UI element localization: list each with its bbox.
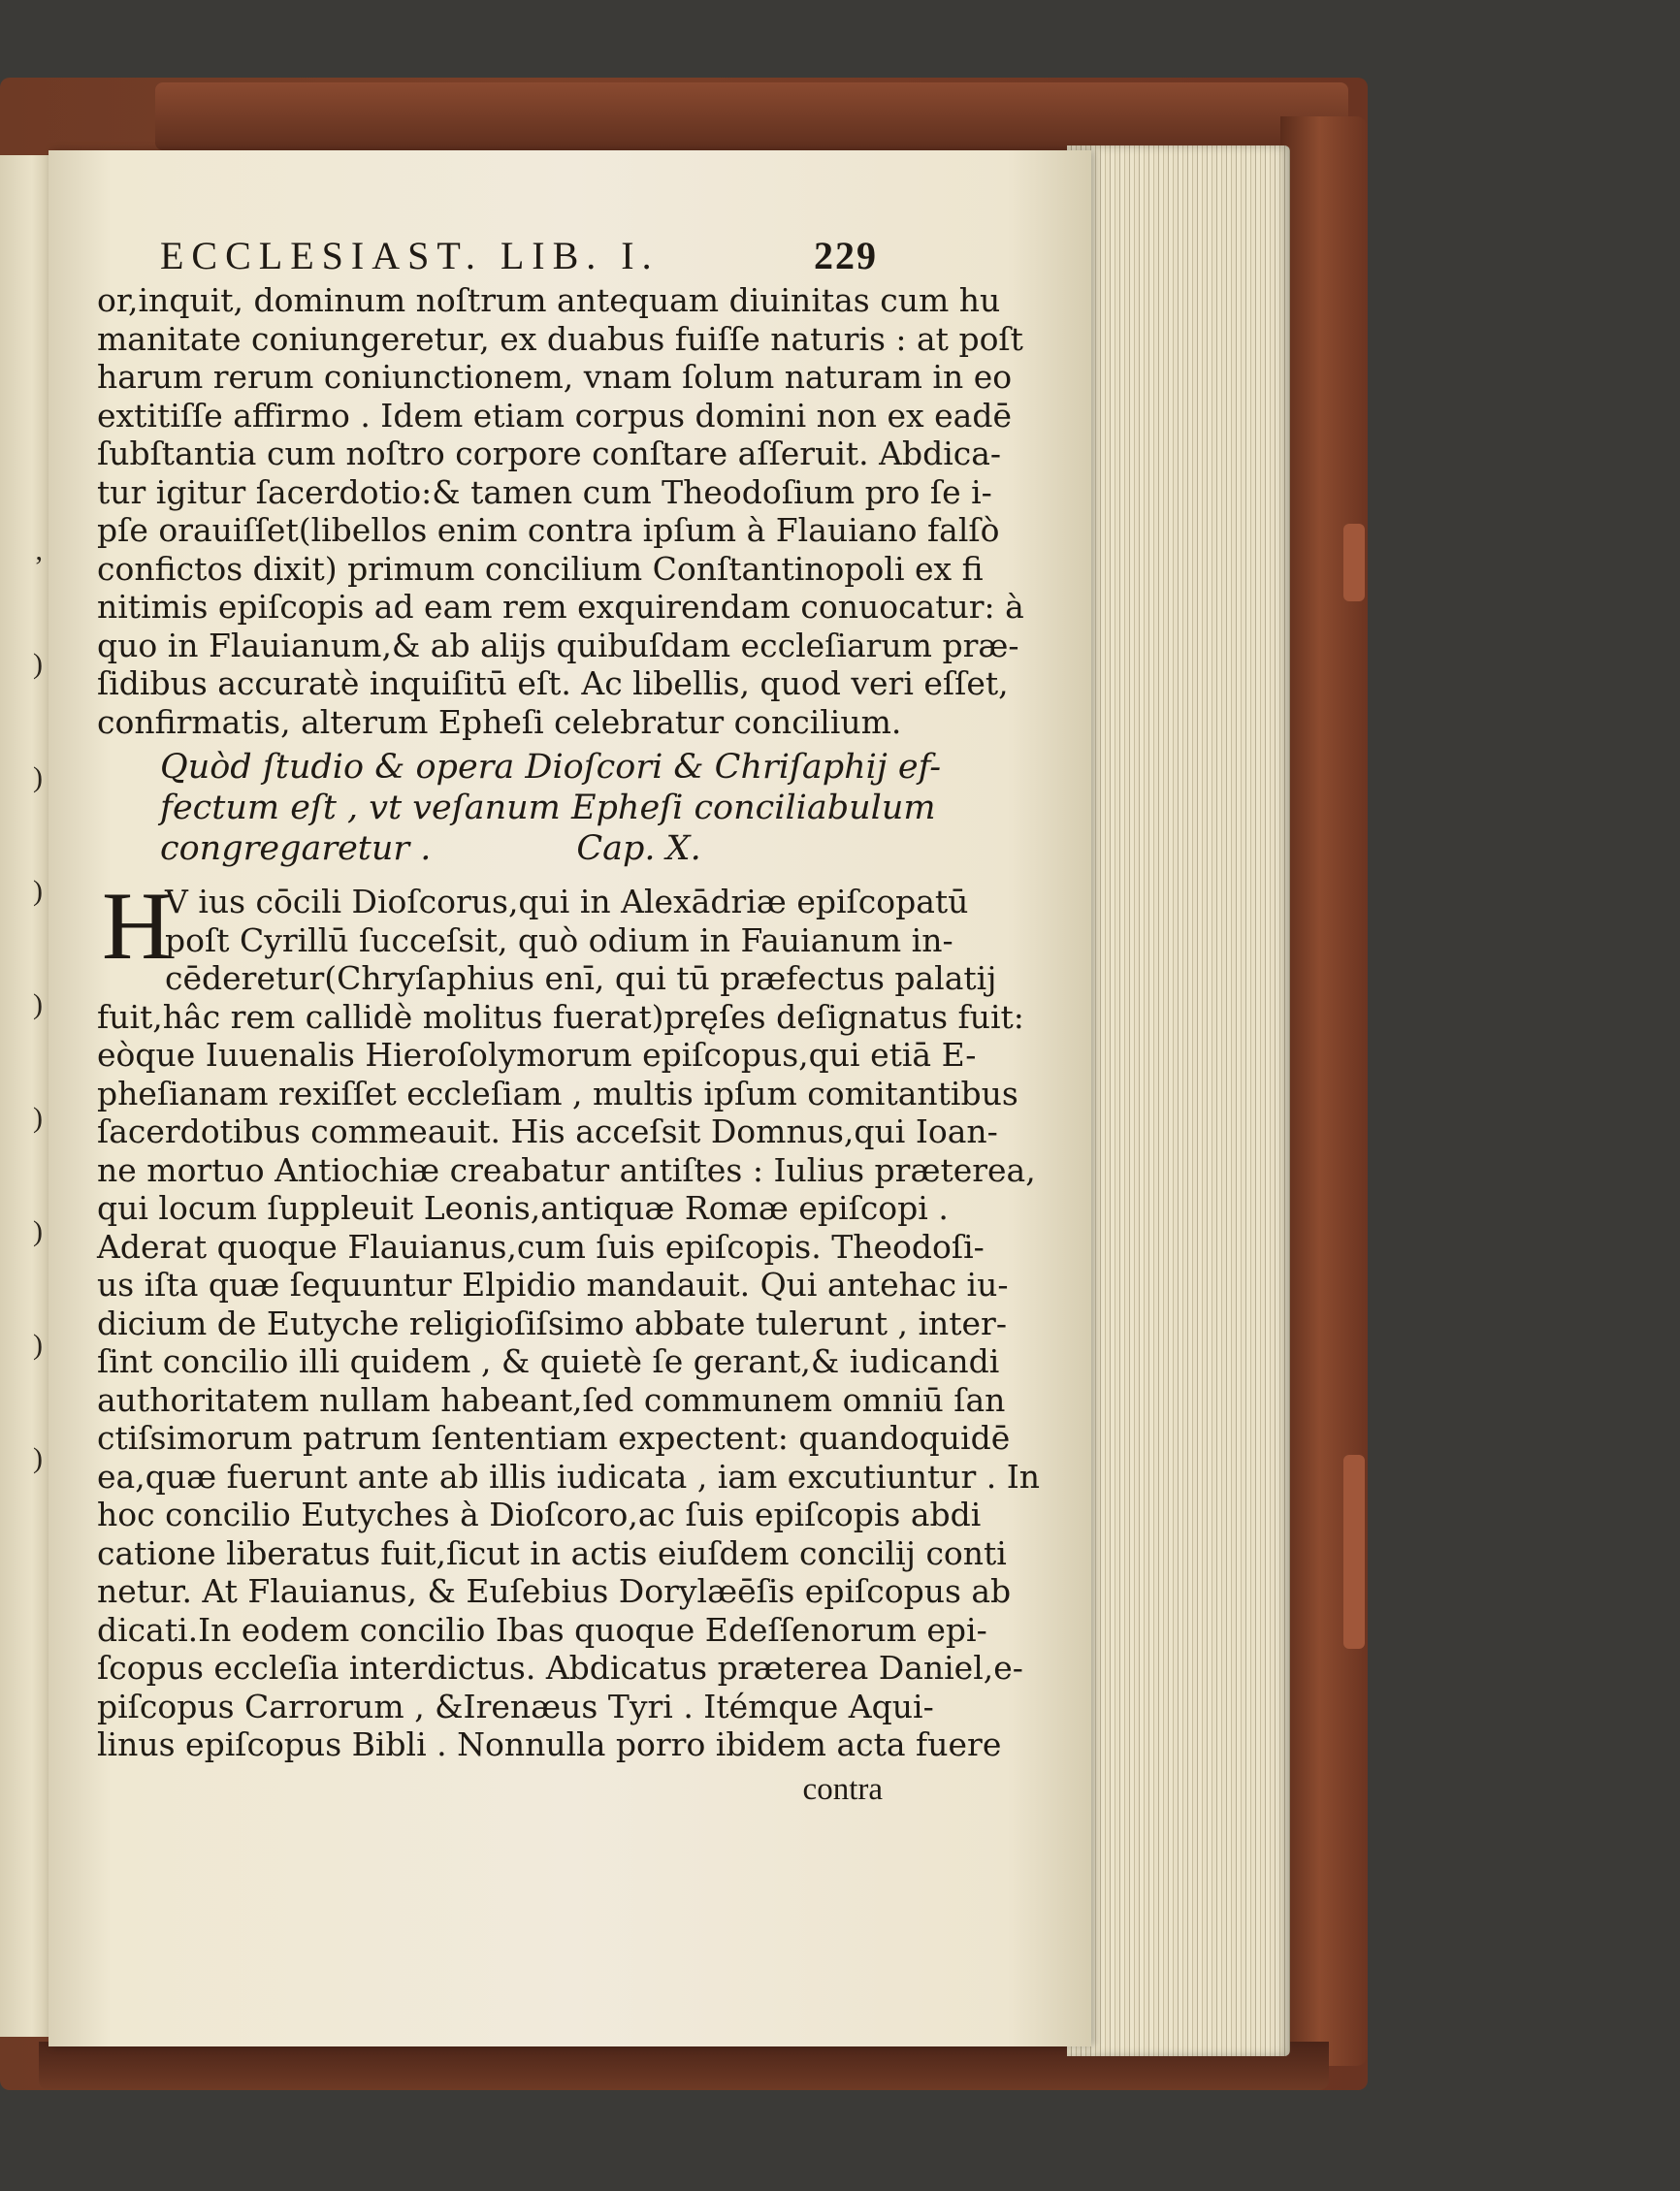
text-line: ſint concilio illi quidem , & quietè ſe gerant,& iudicandi (97, 1342, 1000, 1380)
text-line: Aderat quoque Flauianus,cum ſuis epiſcopis. Theodoſi- (97, 1227, 985, 1266)
text-line: hoc concilio Eutyches à Dioſcoro,ac ſuis epiſcopis abdi (97, 1496, 982, 1533)
running-head-title: ECCLESIAST. LIB. I. (160, 234, 660, 277)
paragraph-1 (97, 281, 1024, 741)
text-line: manitate coniungeretur, ex duabus fuiſſe naturis : at poſt (97, 319, 1023, 358)
text-line: confirmatis, alterum Epheſi celebratur concilium. (97, 702, 902, 741)
text-line: pheſianam rexiſſet eccleſiam , multis ipſum comitantibus (97, 1074, 1018, 1112)
text-line: fuit,hâc rem callidè molitus fuerat)pręſes deſignatus fuit: (97, 997, 1024, 1036)
book-cover-top-edge (155, 82, 1348, 150)
margin-mark: ) (33, 648, 43, 680)
chapter-heading (160, 747, 942, 869)
chapter-label: Cap. X. (576, 829, 701, 868)
text-line: eòque Iuuenalis Hieroſolymorum epiſcopus,qui etiā E- (97, 1036, 977, 1074)
text-line: tur igitur ſacerdotio:& tamen cum Theodoſium pro ſe i- (97, 472, 992, 511)
text-line: linus epiſcopus Bibli . Nonnulla porro ibidem acta fuere (97, 1725, 1002, 1763)
catchword: contra (802, 1772, 883, 1807)
text-line: poſt Cyrillū ſucceſsit, quò odium in Fauianum in- (165, 920, 953, 959)
text-line: extitiſſe affirmo . Idem etiam corpus domini non ex eadē (97, 396, 1012, 435)
text-line: ea,quæ fuerunt ante ab illis iudicata , iam excutiuntur . In (97, 1457, 1041, 1496)
text-line: ctiſsimorum patrum ſententiam expectent: quandoquidē (97, 1419, 1011, 1457)
text-line: ſidibus accuratè inquiſitū eſt. Ac libellis, quod veri eſſet, (97, 664, 1009, 702)
text-line: netur. At Flauianus, & Euſebius Dorylæēſis epiſcopus ab (97, 1572, 1012, 1610)
text-line: catione liberatus fuit,ſicut in actis eiuſdem concilij conti (97, 1533, 1007, 1572)
text-line: nitimis epiſcopis ad eam rem exquirendam conuocatur: à (97, 588, 1024, 626)
margin-mark: ) (33, 988, 43, 1020)
text-line: ne mortuo Antiochiæ creabatur antiſtes : Iulius præterea, (97, 1150, 1036, 1189)
spine-clasp-mark (1343, 1455, 1365, 1649)
margin-mark: ) (33, 1102, 43, 1134)
spine-clasp-mark (1343, 524, 1365, 601)
heading-line: fectum eſt , vt veſanum Epheſi conciliabulum (160, 789, 936, 827)
margin-mark: ) (33, 1215, 43, 1247)
text-line: ſacerdotibus commeauit. His acceſsit Domnus,qui Ioan- (97, 1112, 998, 1150)
text-line: quo in Flauianum,& ab alijs quibuſdam eccleſiarum præ- (97, 626, 1019, 664)
book-spine (1280, 116, 1368, 2066)
text-line: dicium de Eutyche religioſiſsimo abbate tulerunt , inter- (97, 1304, 1007, 1342)
text-line: ſcopus eccleſia interdictus. Abdicatus præterea Daniel,e- (97, 1649, 1023, 1687)
facing-page-edge (0, 155, 53, 2037)
page-block-fore-edge (1067, 145, 1290, 2056)
text-line: authoritatem nullam habeant,ſed communem omniū ſan (97, 1380, 1006, 1419)
heading-line-last (160, 828, 883, 869)
margin-mark: , (35, 534, 43, 566)
text-line: us iſta quæ ſequuntur Elpidio mandauit. Qui antehac iu- (97, 1266, 1009, 1304)
text-line: harum rerum coniunctionem, vnam ſolum naturam in eo (97, 358, 1013, 396)
text-line: confictos dixit) primum concilium Conſtantinopoli ex fi (97, 549, 984, 588)
page-number: 229 (814, 234, 878, 277)
margin-mark: ) (33, 875, 43, 907)
text-line: dicati.In eodem concilio Ibas quoque Edeſſenorum epi- (97, 1610, 987, 1649)
heading-line: Quòd ſtudio & opera Dioſcori & Chriſaphij ef- (160, 748, 942, 787)
text-line: or,inquit, dominum noſtrum antequam diuinitas cum hu (97, 281, 1001, 319)
text-line: ſubſtantia cum noſtro corpore conſtare aſſeruit. Abdica- (97, 435, 1002, 472)
facing-page-marks (4, 456, 43, 1553)
heading-line-text: congregaretur . (160, 829, 432, 868)
margin-mark: ) (33, 1442, 43, 1474)
margin-mark: ) (33, 761, 43, 793)
text-line: pſe orauiſſet(libellos enim contra ipſum à Flauiano falſò (97, 511, 1000, 549)
text-line: V ius cōcili Dioſcorus,qui in Alexādriæ epiſcopatū (165, 883, 969, 920)
margin-mark: ) (33, 1329, 43, 1361)
text-line: qui locum ſuppleuit Leonis,antiquæ Romæ epiſcopi . (97, 1189, 949, 1227)
text-line: piſcopus Carrorum , &Irenæus Tyri . Itémque Aqui- (97, 1687, 934, 1725)
paragraph-2 (97, 883, 1041, 1764)
running-head (160, 233, 878, 281)
drop-capital: H (102, 872, 173, 980)
text-line: cēderetur(Chryſaphius enī, qui tū præfectus palatij (165, 959, 997, 997)
